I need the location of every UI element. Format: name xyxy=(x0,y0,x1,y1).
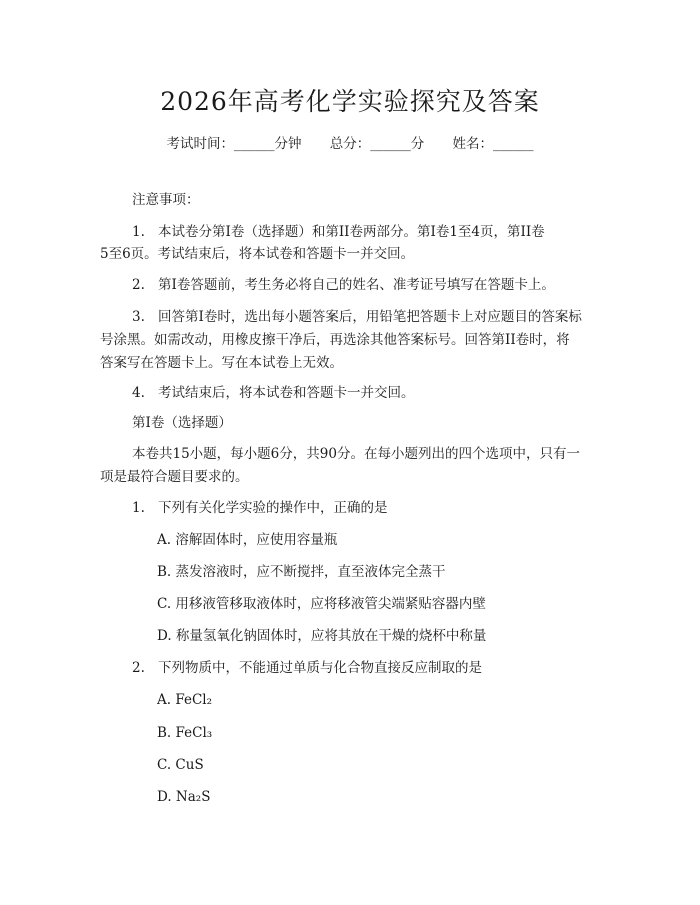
student-name: 姓名：______ xyxy=(452,136,534,152)
notice-number: 4. xyxy=(132,385,145,401)
notice-item xyxy=(132,220,632,244)
notice-text: 第I卷答题前，考生务必将自己的姓名、准考证号填写在答题卡上。 xyxy=(158,277,555,293)
notice-text-cont: 答案写在答题卡上。写在本试卷上无效。 xyxy=(100,355,343,371)
section-intro-cont: 项是最符合题目要求的。 xyxy=(100,469,249,485)
total-score: 总分：______分 xyxy=(329,136,425,152)
exam-time: 考试时间：______分钟 xyxy=(166,136,302,152)
option-c: C. CuS xyxy=(157,757,204,773)
notice-item xyxy=(132,305,632,329)
option-b: B. FeCl₃ xyxy=(157,725,213,741)
question-number: 1. xyxy=(132,500,145,516)
option-d: D. 称量氢氧化钠固体时，应将其放在干燥的烧杯中称量 xyxy=(157,628,487,644)
page-title: 2026年高考化学实验探究及答案 xyxy=(160,87,540,116)
notice-number: 2. xyxy=(132,277,145,293)
option-a: A. FeCl₂ xyxy=(157,692,213,708)
notice-text-cont: 号涂黑。如需改动，用橡皮擦干净后，再选涂其他答案标号。回答第II卷时，将 xyxy=(100,332,570,348)
notice-item xyxy=(132,381,632,405)
notice-heading: 注意事项： xyxy=(132,192,200,208)
question-stem xyxy=(132,496,632,520)
question-number: 2. xyxy=(132,660,145,676)
notice-item xyxy=(132,273,632,297)
option-c: C. 用移液管移取液体时，应将移液管尖端紧贴容器内壁 xyxy=(157,596,486,612)
question-stem xyxy=(132,656,632,680)
notice-text-cont: 5至6页。考试结束后，将本试卷和答题卡一并交回。 xyxy=(100,246,415,262)
notice-text: 本试卷分第I卷（选择题）和第II卷两部分。第I卷1至4页，第II卷 xyxy=(158,224,545,240)
notice-number: 3. xyxy=(132,309,145,325)
question-text: 下列有关化学实验的操作中，正确的是 xyxy=(158,500,388,516)
notice-number: 1. xyxy=(132,224,145,240)
section-heading: 第I卷（选择题） xyxy=(132,415,232,431)
section-intro: 本卷共15小题，每小题6分，共90分。在每小题列出的四个选项中，只有一 xyxy=(132,446,580,462)
option-a: A. 溶解固体时，应使用容量瓶 xyxy=(157,532,338,548)
option-b: B. 蒸发溶液时，应不断搅拌，直至液体完全蒸干 xyxy=(157,564,446,580)
notice-text: 考试结束后，将本试卷和答题卡一并交回。 xyxy=(158,385,415,401)
exam-meta xyxy=(0,132,700,152)
question-text: 下列物质中，不能通过单质与化合物直接反应制取的是 xyxy=(158,660,482,676)
notice-text: 回答第I卷时，选出每小题答案后，用铅笔把答题卡上对应题目的答案标 xyxy=(158,309,582,325)
option-d: D. Na₂S xyxy=(157,789,211,805)
